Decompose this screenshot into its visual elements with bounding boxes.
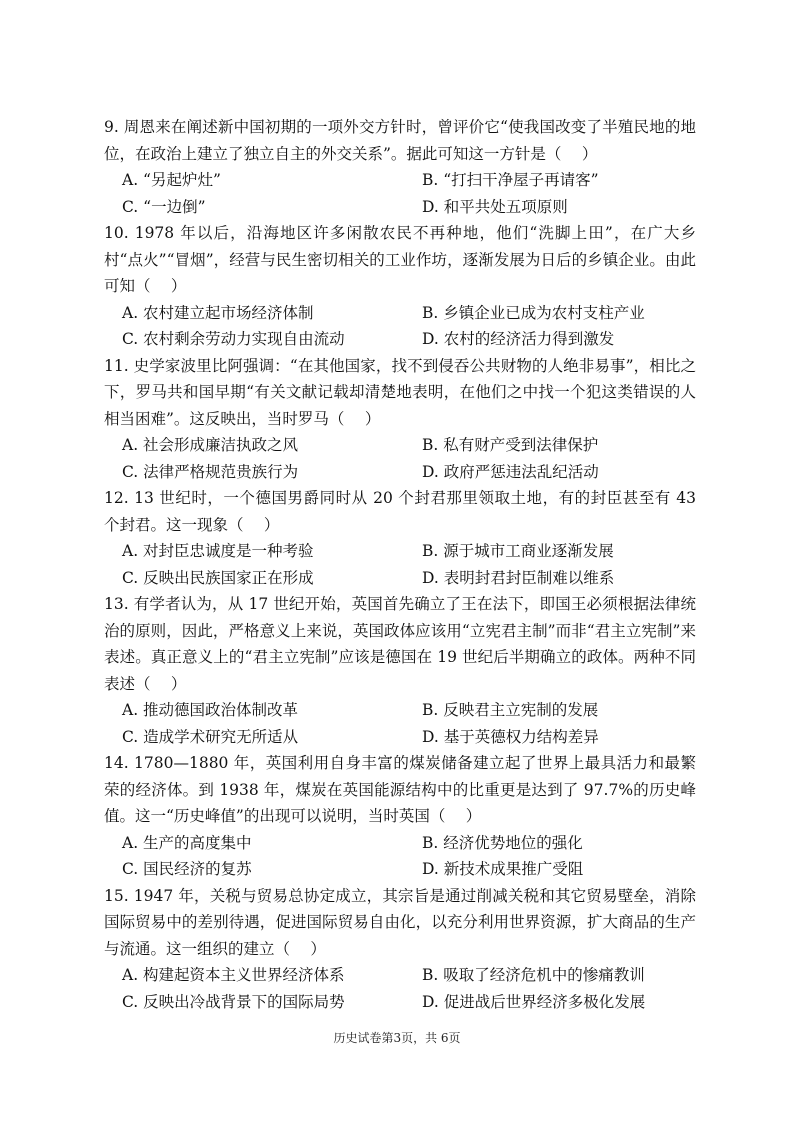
question-stem: 11. 史学家波里比阿强调：“在其他国家，找不到侵吞公共财物的人绝非易事”，相比之下，罗马共和国早期“有关文献记载却清楚地表明，在他们之中找一个犯这类错误的人相当困难”。这反映出，当时罗马（ ） — [104, 356, 696, 428]
option-grid — [104, 432, 696, 485]
option-a: A. 推动德国政治体制改革 — [122, 701, 299, 719]
option-b: B. 反映君主立宪制的发展 — [422, 701, 599, 719]
option-d: D. 表明封君封臣制难以维系 — [422, 568, 615, 587]
option-b: B. 私有财产受到法律保护 — [422, 436, 599, 454]
option-grid — [104, 300, 696, 353]
question-stem: 12. 13 世纪时，一个德国男爵同时从 20 个封君那里领取土地，有的封臣甚至有 43 个封君。这一现象（ ） — [104, 489, 696, 534]
page-footer: 历史试卷第3页，共 6页 — [333, 1031, 461, 1045]
option-grid — [104, 830, 696, 883]
option-c: C. 国民经济的复苏 — [122, 860, 252, 878]
question-10 — [104, 220, 696, 353]
question-13 — [104, 591, 696, 750]
question-14 — [104, 750, 696, 883]
option-d: D. 新技术成果推广受阻 — [422, 860, 584, 878]
option-c: C. 造成学术研究无所适从 — [122, 727, 299, 746]
option-grid — [104, 962, 696, 1015]
option-c: C. 反映出民族国家正在形成 — [122, 568, 314, 587]
option-b: B. 源于城市工商业逐渐发展 — [422, 542, 614, 560]
option-d: D. 基于英德权力结构差异 — [422, 727, 599, 746]
option-a: A. 社会形成廉洁执政之风 — [122, 436, 299, 454]
option-d: D. 促进战后世界经济多极化发展 — [422, 992, 646, 1011]
question-15 — [104, 883, 696, 1016]
question-9 — [104, 114, 696, 220]
question-list — [104, 114, 696, 1015]
question-stem: 10. 1978 年以后，沿海地区许多闲散农民不再种地，他们“洗脚上田”，在广大乡村“点火”“冒烟”，经营与民生密切相关的工业作坊，逐渐发展为日后的乡镇企业。由此可知（ ） — [104, 224, 696, 295]
question-12 — [104, 485, 696, 591]
option-b: B. 吸取了经济危机中的惨痛教训 — [422, 966, 645, 984]
question-stem: 14. 1780—1880 年，英国利用自身丰富的煤炭储备建立起了世界上最具活力和最繁荣的经济体。到 1938 年，煤炭在英国能源结构中的比重更是达到了 97.7%的历史峰值。这一“历史峰值”的出现可以说明，当时英国（ ） — [104, 754, 696, 825]
option-c: C. 农村剩余劳动力实现自由流动 — [122, 330, 345, 348]
question-11 — [104, 353, 696, 486]
option-a: A. 农村建立起市场经济体制 — [122, 303, 314, 322]
question-stem: 15. 1947 年，关税与贸易总协定成立，其宗旨是通过削减关税和其它贸易壁垒，消除国际贸易中的差别待遇，促进国际贸易自由化，以充分利用世界资源，扩大商品的生产与流通。这一组织的建立（ ） — [104, 886, 696, 958]
option-b: B. 经济优势地位的强化 — [422, 833, 583, 852]
option-d: D. 政府严惩违法乱纪活动 — [422, 462, 599, 481]
option-d: D. 农村的经济活力得到激发 — [422, 330, 615, 348]
option-c: C. 法律严格规范贵族行为 — [122, 462, 299, 481]
question-stem: 13. 有学者认为，从 17 世纪开始，英国首先确立了王在法下，即国王必须根据法律统治的原则，因此，严格意义上来说，英国政体应该用“立宪君主制”而非“君主立宪制”来表述。真正意义上的“君主立宪制”应该是德国在 19 世纪后半期确立的政体。两种不同表述（ ） — [104, 595, 696, 693]
option-a: A. “另起炉灶” — [122, 171, 221, 189]
option-grid — [104, 538, 696, 591]
option-grid — [104, 697, 696, 750]
question-stem: 9. 周恩来在阐述新中国初期的一项外交方针时，曾评价它“使我国改变了半殖民地的地位，在政治上建立了独立自主的外交关系”。据此可知这一方针是（ ） — [104, 118, 696, 163]
option-a: A. 对封臣忠诚度是一种考验 — [122, 542, 314, 560]
option-c: C. “一边倒” — [122, 197, 206, 216]
option-grid — [104, 167, 696, 220]
option-a: A. 构建起资本主义世界经济体系 — [122, 966, 345, 984]
option-b: B. “打扫干净屋子再请客” — [422, 171, 599, 189]
option-d: D. 和平共处五项原则 — [422, 197, 568, 216]
option-b: B. 乡镇企业已成为农村支柱产业 — [422, 303, 645, 322]
option-c: C. 反映出冷战背景下的国际局势 — [122, 992, 345, 1011]
option-a: A. 生产的高度集中 — [122, 833, 252, 852]
